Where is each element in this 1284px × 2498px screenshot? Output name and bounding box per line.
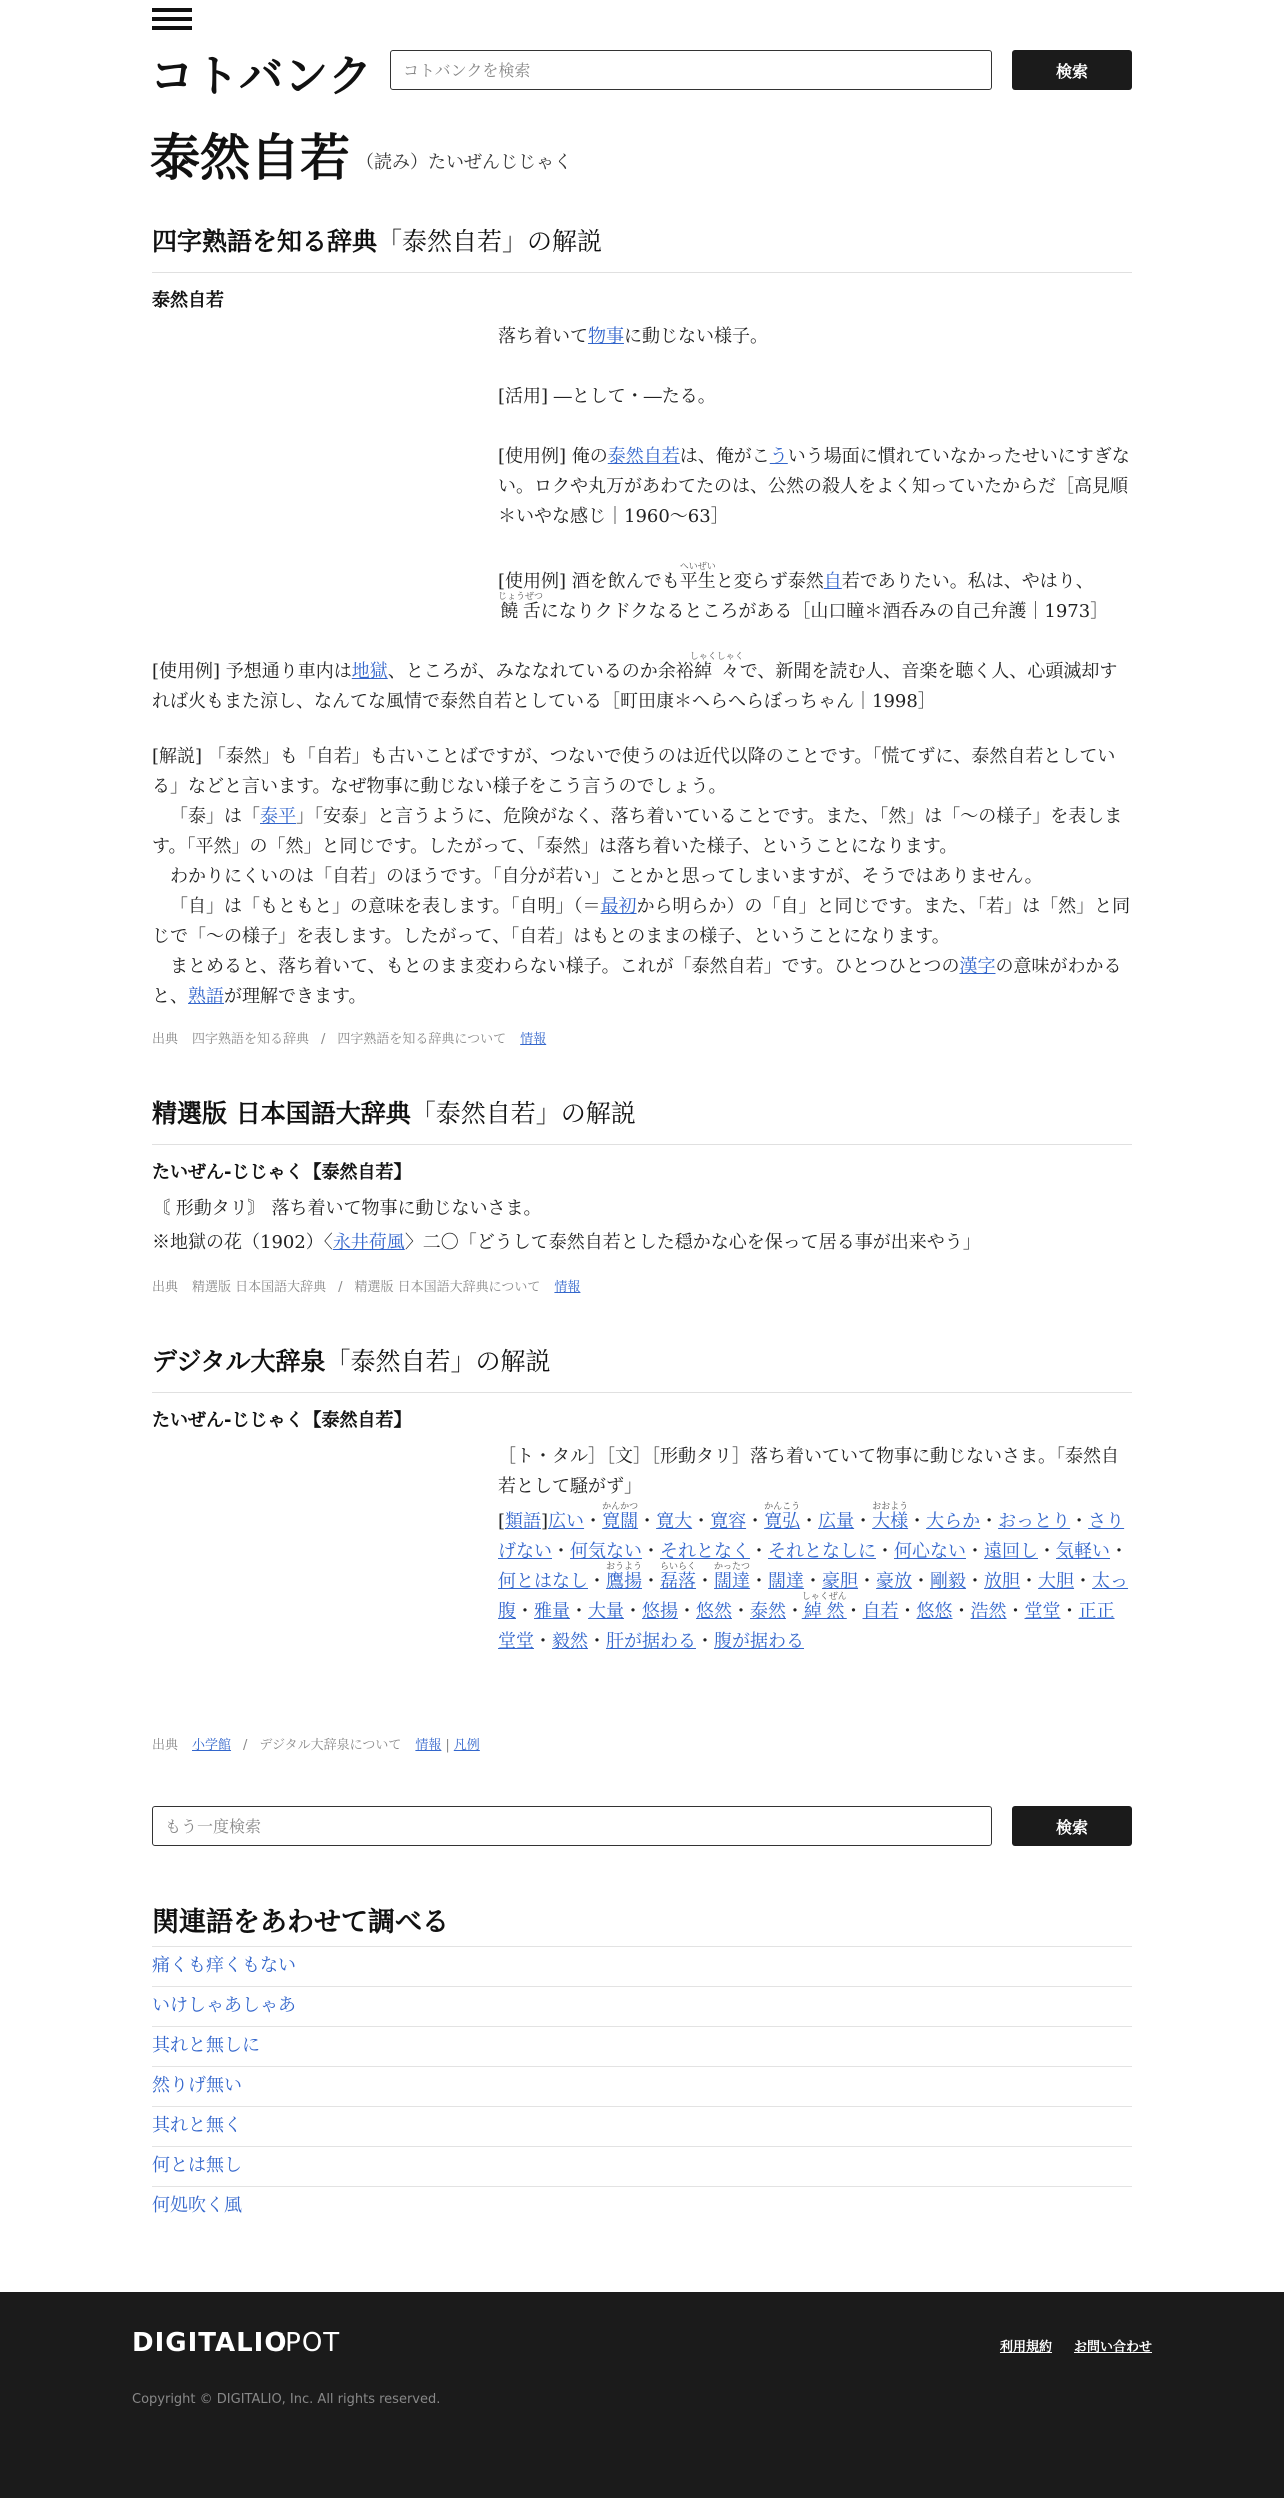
footer — [0, 2292, 1284, 2498]
synonym-separator: ・ — [516, 1601, 534, 1622]
related-list — [152, 1946, 1132, 2226]
explanation-3: わかりにくいのは「自若」のほうです。「自分が若い」ことかと思ってしまいますが、そうではありません。 — [170, 866, 1043, 887]
list-item — [152, 2106, 1132, 2146]
source-nikkoku: 出典 精選版 日本国語大辞典 / 精選版 日本国語大辞典について 情報 — [152, 1280, 581, 1295]
site-logo[interactable]: コトバンク — [150, 51, 374, 102]
definition-text: ［ト・タル］［文］［形動タリ］落ち着いていて物事に動じないさま。「泰然自若として騒がず」 — [498, 1446, 1119, 1497]
synonym-link[interactable]: 悠揚 — [642, 1601, 678, 1622]
synonym-separator: ・ — [642, 1541, 660, 1562]
synonym-link[interactable]: 悠悠 — [916, 1601, 953, 1622]
synonym-separator: ・ — [588, 1631, 606, 1652]
list-item — [152, 1946, 1132, 1986]
synonym-separator: ・ — [1074, 1571, 1093, 1592]
source-yoji: 出典 四字熟語を知る辞典 / 四字熟語を知る辞典について 情報 — [152, 1032, 547, 1047]
link-nagai-kafu[interactable]: 永井荷風 — [332, 1232, 405, 1253]
search-again-input[interactable] — [152, 1806, 992, 1846]
explanation-1: [解説] 「泰然」も「自若」も古いことばですが、つないで使うのは近代以降のことです。「慌てずに、泰然自若としている」などと言います。なぜ物事に動じない様子をこう言うのでしょう。 — [152, 746, 1116, 797]
footer-links — [978, 2336, 1152, 2355]
list-item — [152, 2146, 1132, 2186]
synonym-separator: ・ — [966, 1541, 984, 1562]
source-daijisen: 出典 小学館 / デジタル大辞泉について 情報 | 凡例 — [152, 1738, 480, 1753]
synonym-link[interactable]: 闊達かったつ — [714, 1562, 751, 1592]
terms-link[interactable]: 利用規約 — [999, 2340, 1052, 2355]
synonym-link[interactable]: 磊落らいらく — [660, 1562, 697, 1592]
synonym-separator: ・ — [1060, 1601, 1079, 1622]
synonym-separator: ・ — [696, 1571, 715, 1592]
digitalio-logo[interactable]: DIGITALIO — [132, 2328, 288, 2358]
section-title-nikkoku — [152, 1094, 1132, 1145]
list-item — [152, 2026, 1132, 2066]
synonym-separator: ・ — [898, 1601, 917, 1622]
ruby-jouzetsu: 饒舌じょうぜつ — [498, 592, 544, 622]
ruby-shakushaku: 綽々しゃくしゃく — [689, 652, 744, 682]
usage-example-3: [使用例] 予想通り車内は地獄、ところが、みななれているのか余裕綽々しゃくしゃくで、新聞を読む人、音楽を聴く人、心頭滅却すれば火もまた涼し、なんてな風情で泰然自若としている［町田康＊へらへらぼっちゃん｜1998］ — [152, 652, 1118, 712]
link-taizenjijaku[interactable]: 泰然自若 — [607, 446, 680, 467]
synonym-separator: ・ — [1070, 1511, 1089, 1532]
synonym-link[interactable]: 泰然 — [750, 1601, 786, 1622]
related-title: 関連語をあわせて調べる — [152, 1907, 449, 1938]
synonym-separator: ・ — [584, 1511, 603, 1532]
synonym-link[interactable]: 放胆 — [984, 1571, 1021, 1592]
synonym-link[interactable]: 雅量 — [534, 1601, 570, 1622]
synonym-separator: ・ — [980, 1511, 999, 1532]
entry-headword: 泰然自若 — [152, 290, 224, 311]
synonym-separator: ・ — [786, 1601, 804, 1622]
dict-name: 精選版 日本国語大辞典 — [152, 1099, 411, 1128]
copyright: Copyright © DIGITALIO, Inc. All rights reserved. — [132, 2392, 441, 2407]
list-item — [152, 2186, 1132, 2226]
synonym-link[interactable]: 腹が据わる — [714, 1631, 804, 1652]
synonym-link[interactable]: さりげない — [498, 1511, 1125, 1562]
synonym-link[interactable]: 寛容 — [710, 1511, 747, 1532]
synonym-list: [類語]広い・寛闊かんかつ・寛大・寛容・寛弘かんこう・広量・大様おおよう・大らか・おっとり・さりげない・何気ない・それとなく・それとなしに・何心ない・遠回し・気軽い・何とはなし・鷹揚おうよう・磊落らいらく・闊達かったつ・闊達・豪胆・豪放・剛毅・放胆・大胆・太っ腹・雅量・大量・悠揚・悠然・泰然・綽然しゃくぜん・自若・悠悠・浩然・堂堂・正正堂堂・毅然・肝が据わる・腹が据わる — [498, 1502, 1129, 1652]
synonym-link[interactable]: 大胆 — [1038, 1571, 1075, 1592]
synonym-separator: ・ — [854, 1511, 873, 1532]
publisher-link[interactable]: 小学館 — [192, 1738, 232, 1753]
synonym-link[interactable]: 大量 — [588, 1601, 624, 1622]
contact-link[interactable]: お問い合わせ — [1073, 2340, 1152, 2355]
link-u[interactable]: う — [769, 446, 788, 467]
synonym-separator: ・ — [952, 1601, 971, 1622]
synonym-separator: ・ — [746, 1511, 765, 1532]
synonym-link[interactable]: 毅然 — [552, 1631, 588, 1652]
section-title-yoji — [152, 222, 1132, 273]
definition-text: 落ち着いて物事に動じない様子。 — [498, 326, 768, 347]
section-tail: 「泰然自若」の解説 — [325, 1347, 551, 1376]
synonym-link[interactable]: 正正堂堂 — [498, 1601, 1115, 1652]
entry-headword: たいぜん‐じじゃく【泰然自若】 — [152, 1162, 412, 1183]
definition-text: 〘 形動タリ〙 落ち着いて物事に動じないさま。 — [152, 1198, 542, 1219]
link-jigoku[interactable]: 地獄 — [351, 661, 388, 682]
synonym-link[interactable]: 遠回し — [984, 1541, 1038, 1562]
related-word-link[interactable]: 其れと無く — [152, 2115, 242, 2136]
dict-name: 四字熟語を知る辞典 — [152, 227, 378, 256]
menu-icon[interactable] — [152, 8, 192, 34]
synonym-link[interactable]: 何心ない — [894, 1541, 966, 1562]
dict-name: デジタル大辞泉 — [152, 1347, 326, 1376]
synonym-separator: ・ — [800, 1511, 819, 1532]
synonym-link[interactable]: 綽然しゃくぜん — [801, 1592, 847, 1622]
synonym-link[interactable]: 広量 — [818, 1511, 855, 1532]
synonym-link[interactable]: 豪胆 — [822, 1571, 859, 1592]
synonym-separator: ・ — [678, 1601, 696, 1622]
synonym-separator: ・ — [804, 1571, 823, 1592]
synonym-link[interactable]: 浩然 — [970, 1601, 1007, 1622]
ruby-heizei: 平生へいぜい — [679, 562, 716, 592]
synonym-separator: ・ — [534, 1631, 552, 1652]
synonym-separator: ・ — [732, 1601, 750, 1622]
synonym-link[interactable]: 太っ腹 — [498, 1571, 1129, 1622]
synonym-separator: ・ — [638, 1511, 657, 1532]
synonym-separator: ・ — [552, 1541, 570, 1562]
link-ji[interactable]: 自 — [823, 571, 842, 592]
related-word-link[interactable]: 痛くも痒くもない — [152, 1955, 296, 1976]
synonym-link[interactable]: 悠然 — [696, 1601, 732, 1622]
synonym-separator: ・ — [876, 1541, 894, 1562]
synonym-link[interactable]: 寛闊かんかつ — [602, 1502, 639, 1532]
list-item — [152, 2066, 1132, 2106]
synonym-separator: ・ — [642, 1571, 661, 1592]
synonym-link[interactable]: 寛大 — [656, 1511, 693, 1532]
link-kanji[interactable]: 漢字 — [959, 956, 996, 977]
synonym-separator: ・ — [750, 1541, 768, 1562]
page-title: 泰然自若 — [150, 129, 350, 187]
synonym-separator: ・ — [966, 1571, 985, 1592]
synonym-separator: ・ — [1038, 1541, 1056, 1562]
related-word-link[interactable]: 其れと無しに — [152, 2035, 260, 2056]
link-saisho[interactable]: 最初 — [600, 896, 637, 917]
legend-link[interactable]: 凡例 — [453, 1738, 480, 1753]
synonym-link[interactable]: 大らか — [926, 1511, 981, 1532]
entry-headword: たいぜん‐じじゃく【泰然自若】 — [152, 1410, 412, 1431]
synonym-link[interactable]: 剛毅 — [930, 1571, 967, 1592]
synonym-label-link[interactable]: 類語 — [505, 1511, 542, 1532]
link-monogoto[interactable]: 物事 — [588, 326, 624, 347]
related-word-link[interactable]: いけしゃあしゃあ — [152, 1995, 296, 2016]
search-again-button[interactable]: 検索 — [1012, 1806, 1132, 1846]
synonym-link[interactable]: 自若 — [862, 1601, 899, 1622]
synonym-separator: ・ — [1020, 1571, 1039, 1592]
related-word-link[interactable]: 何とは無し — [152, 2155, 242, 2176]
search-button[interactable]: 検索 — [1012, 50, 1132, 90]
synonym-separator: ・ — [858, 1571, 877, 1592]
usage-katsuyo: [活用] ―として・―たる。 — [498, 386, 716, 407]
synonym-link[interactable]: 闊達 — [768, 1571, 805, 1592]
citation-text: ※地獄の花（1902）〈永井荷風〉二〇「どうして泰然自若とした穏かな心を保って居る事が出来やう」 — [152, 1232, 981, 1253]
synonym-link[interactable]: それとなく — [660, 1541, 750, 1562]
synonym-link[interactable]: 広い — [548, 1511, 585, 1532]
synonym-link[interactable]: 気軽い — [1056, 1541, 1110, 1562]
synonym-link[interactable]: 寛弘かんこう — [764, 1502, 801, 1532]
explanation-2: 「泰」は「泰平」「安泰」と言うように、危険がなく、落ち着いていることです。また、「然」は「～の様子」を表します。「平然」の「然」と同じです。したがって、「泰然」は落ち着いた様子、ということになります。 — [152, 806, 1123, 857]
cpot-logo[interactable]: CPOT — [266, 2328, 341, 2358]
synonym-link[interactable]: 豪放 — [876, 1571, 913, 1592]
explanation-4: 「自」は「もともと」の意味を表します。「自明」（＝最初から明らか）の「自」と同じです。また、「若」は「然」と同じで「～の様子」を表します。したがって、「自若」はもとのままの様子、ということになります。 — [152, 896, 1131, 947]
synonym-link[interactable]: 何気ない — [570, 1541, 642, 1562]
explanation-5: まとめると、落ち着いて、もとのまま変わらない様子。これが「泰然自若」です。ひとつひとつの漢字の意味がわかると、熟語が理解できます。 — [152, 956, 1122, 1007]
synonym-link[interactable]: 肝が据わる — [606, 1631, 696, 1652]
synonym-separator: ・ — [908, 1511, 927, 1532]
synonym-separator: ・ — [1006, 1601, 1025, 1622]
synonym-separator: ・ — [912, 1571, 931, 1592]
synonym-separator: ・ — [624, 1601, 642, 1622]
usage-example-2: [使用例] 酒を飲んでも平生へいぜいと変らず泰然自若でありたい。私は、やはり、饒舌じょうぜつになりクドクなるところがある［山口瞳＊酒呑みの自己弁護｜1973］ — [498, 562, 1109, 622]
related-word-link[interactable]: 何処吹く風 — [152, 2195, 242, 2216]
synonym-link[interactable]: 堂堂 — [1024, 1601, 1061, 1622]
synonym-separator: ・ — [1110, 1541, 1128, 1562]
list-item — [152, 1986, 1132, 2026]
related-word-link[interactable]: 然りげ無い — [152, 2075, 242, 2096]
synonym-separator: ・ — [696, 1631, 714, 1652]
section-title-daijisen — [152, 1342, 1132, 1393]
synonym-link[interactable]: 大様おおよう — [872, 1502, 909, 1532]
section-tail: 「泰然自若」の解説 — [377, 227, 603, 256]
link-taihei[interactable]: 泰平 — [260, 806, 296, 827]
synonym-separator: ・ — [692, 1511, 711, 1532]
synonym-separator: ・ — [844, 1601, 863, 1622]
info-link-yoji[interactable]: 情報 — [520, 1032, 547, 1047]
info-link-daijisen[interactable]: 情報 — [415, 1738, 442, 1753]
synonym-separator: ・ — [750, 1571, 769, 1592]
usage-example-1: [使用例] 俺の泰然自若は、俺がこういう場面に慣れていなかったせいにすぎない。ロクや丸万があわてたのは、公然の殺人をよく知っていたからだ［高見順＊いやな感じ｜1960～63］ — [498, 446, 1130, 527]
reading: （読み）たいぜんじじゃく — [356, 152, 572, 173]
info-link-nikkoku[interactable]: 情報 — [554, 1280, 581, 1295]
synonym-separator: ・ — [588, 1571, 606, 1592]
synonym-link[interactable]: 鷹揚おうよう — [606, 1562, 643, 1592]
section-tail: 「泰然自若」の解説 — [410, 1099, 636, 1128]
synonym-separator: ・ — [570, 1601, 588, 1622]
synonym-link[interactable]: おっとり — [998, 1511, 1071, 1532]
synonym-link[interactable]: それとなしに — [768, 1541, 876, 1562]
link-jukugo[interactable]: 熟語 — [188, 986, 224, 1007]
synonym-link[interactable]: 何とはなし — [498, 1571, 588, 1592]
search-input[interactable] — [390, 50, 992, 90]
